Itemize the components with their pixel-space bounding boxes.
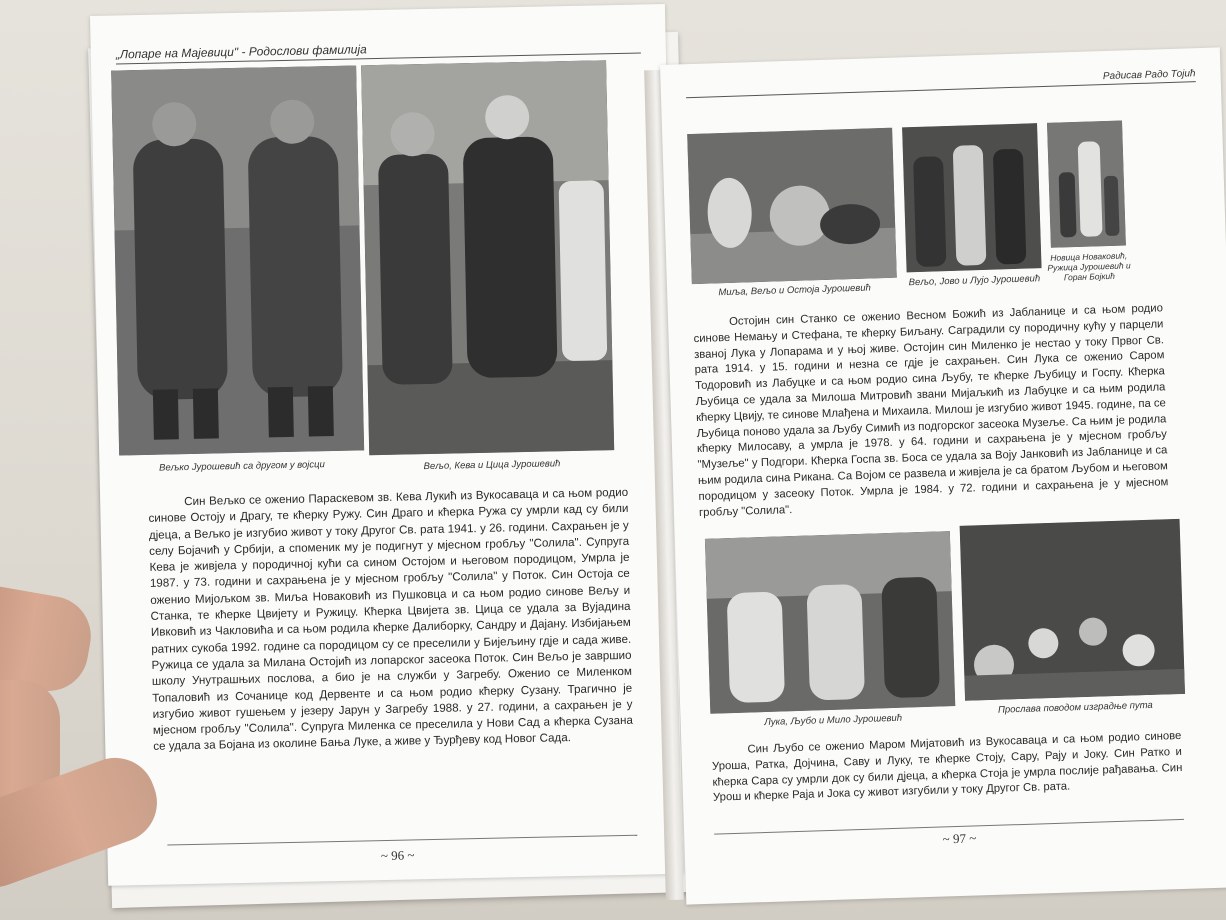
caption-picnic: Миља, Вељо и Остоја Јурошевић	[718, 282, 872, 299]
photo-three-men	[902, 123, 1041, 272]
picnic-photo-image	[687, 128, 897, 284]
caption-children: Новица Новаковић, Ружица Јурошевић и Горан Бојкић	[1047, 250, 1131, 283]
luka-ljubo-milo-photo-image	[705, 531, 955, 714]
right-page	[660, 47, 1226, 904]
photo-family-three	[361, 60, 614, 455]
right-page-number: ~ 97 ~	[942, 830, 977, 847]
photo-road-celebration	[960, 519, 1185, 701]
caption-luka-ljubo-milo: Лука, Љубо и Мило Јурошевић	[764, 712, 903, 729]
left-footer-rule	[167, 835, 637, 846]
three-men-photo-image	[902, 123, 1041, 272]
photo-picnic	[687, 128, 897, 284]
left-page-number: ~ 96 ~	[380, 847, 415, 864]
right-page-header: Радисав Радо Тојић	[686, 66, 1196, 98]
photo-children	[1047, 121, 1126, 248]
left-paragraph: Син Вељко се оженио Параскевом зв. Кева Лукић из Вукосаваца и са њом родио синове Остоју и Драгу, те кћерку Ружу. Син Драго и кћерка Ружа су умрли кад су били дјеца, а Вељко је изгубио живот у току Другог Св. рата 1941. у 26. години. Сахрањен је у селу Бојачић у Србији, а споменик му је подигнут у мјесном гробљу "Солила". Супруга Кева је живјела у породичној кући са сином Остојом и његовом породицом, Умрла је 1987. у 73. години и сахрањена је у мјесном гробљу "Солила" у Поток. Син Остоја се оженио Мијољком зв. Миља Новаковић из Пушковца и са њом родио синове Вељу и Станка, те кћерке Цвијету и Ружицу. Кћерка Цвијета зв. Цица се удала за Вујадина Ивковић из Чакловића и са њом родила кћерке Далиборку, Сандру и Дајану. Избијањем ратних сукоба 1992. године са породицом су се преселили у Бијељину гдје и сада живе. Ружица се удала за Милана Остојић из лопарског засеока Поток. Син Вељо је завршио школу Унутрашњих послова, а био је на служби у Загребу. Оженио се Миленком Топаловић из Сочанице код Дервенте и са њом родио кћерку Сузану. Трагично је изгубио живот гушењем у језеру Јарун у Загребу 1988. у 27. години, а сахрањен је у мјесном гробљу "Солила". Супруга Миленка се преселила у Нови Сад а кћерка Сузана се удала за Бојана из околине Бања Луке, а живе у Ђурђеву код Новог Сада.	[148, 485, 634, 754]
open-book	[80, 10, 1225, 905]
soldiers-photo-image	[111, 65, 364, 455]
photo-soldiers	[111, 65, 364, 455]
left-page-body	[148, 485, 633, 756]
holding-hand	[0, 590, 160, 920]
left-page-header: „Лопаре на Мајевици" - Родослови фамилија	[116, 34, 641, 64]
celebration-photo-image	[960, 519, 1185, 701]
photo-luka-ljubo-milo	[705, 531, 955, 714]
left-page	[90, 4, 683, 886]
caption-three-men: Вељо, Јово и Лујо Јурошевић	[908, 273, 1041, 289]
right-paragraph-1: Остојин син Станко се оженио Весном Божић из Јабланице и са њом родио синове Немању и Стефана, те кћерку Биљану. Саградили су породичну кућу у парцели званој Лука у Лопарама и у њој живе. Остојин син Миленко је нестао у току Првог Св. рата 1914. у 15. години и незна се гдје је сахрањен. Син Лука се оженио Саром Тодоровић из Лабуцке и са њом родио сина Љубу, те кћерке Љубицу и Госпу. Кћерка Љубица се удала за Милоша Митровић звани Мијаљкић из Лабуцке и са њим родила кћерку Цвију, те синове Млађена и Михаила. Милош је изгубио живот 1945. године, па се Љубица поново удала за Љубу Симић из подгорског засеока Музеље. Са њим је родила кћерку Милосаву, а умрла је 1978. у 64. години и сахрањена је у мјесном гробљу "Музеље" у Подгори. Кћерка Госпа зв. Боса се удала за Воју Јанковић из Јабланице и са њим родила сина Рикана. Са Војом се развела и живјела је са братом Љубом и његовом породицом у засеоку Поток. Умрла је 1984. у 72. години и сахрањена је у мјесном гробљу "Солила".	[693, 302, 1169, 519]
caption-road-celebration: Прослава поводом изградње пута	[997, 699, 1153, 716]
right-page-body-top	[693, 301, 1169, 521]
family-photo-image	[361, 60, 614, 455]
right-page-body-bottom	[711, 729, 1183, 807]
children-photo-image	[1047, 121, 1126, 248]
caption-soldiers: Вељко Јурошевић са другом у војсци	[158, 459, 325, 474]
caption-family: Вељо, Кева и Цица Јурошевић	[423, 458, 561, 473]
right-paragraph-2: Син Љубо се оженио Маром Мијатовић из Вукосаваца и са њом родио синове Уроша, Ратка, Дојчина, Саву и Луку, те кћерке Стоју, Сару, Рају и Јоку. Син Ратко и кћерка Сара су умрли док су били дјеца, а кћерка Стоја је умрла послије рађавања. Син Урош и кћерке Раја и Јока су живот изгубили у току Другог Св. рата.	[711, 729, 1183, 805]
